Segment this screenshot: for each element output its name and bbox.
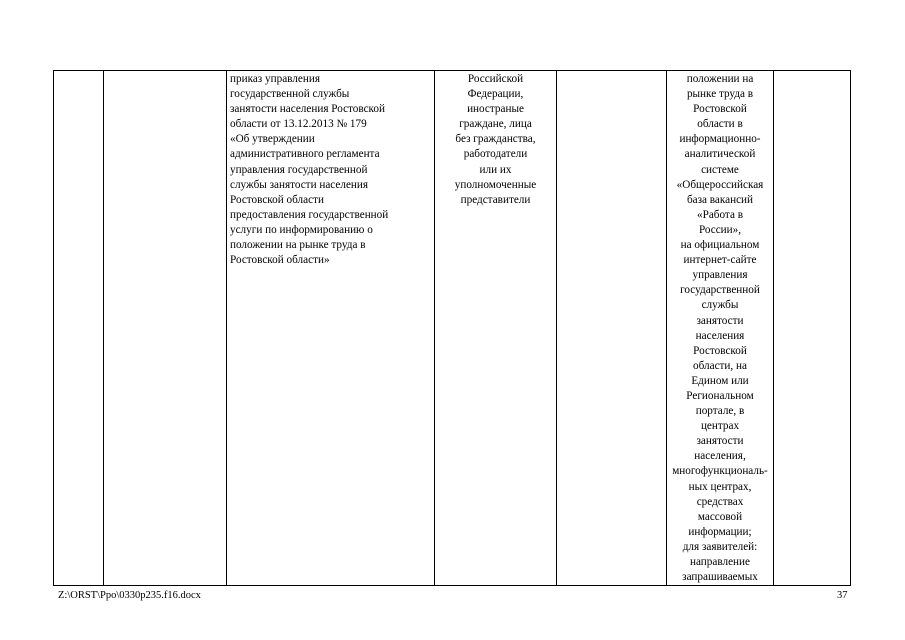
table-row — [54, 71, 851, 586]
table-cell-applicants — [435, 71, 557, 586]
table-cell-information-channels — [667, 71, 774, 586]
table-cell-legal-basis — [227, 71, 435, 586]
table-cell-7 — [774, 71, 851, 586]
footer-file-path: Z:\ORST\Ppo\0330p235.f16.docx — [58, 590, 201, 601]
cell-text-legal-basis: приказ управления государственной службы занятости населения Ростовской области от 13.12.2013 № 179 «Об утверждении административного регламента управления государственной службы занятости населения Ростовской области предоставления государственной услуги по информированию о положении на рынке труда в Ростовской области» — [230, 73, 389, 267]
table-cell-2 — [104, 71, 227, 586]
page-number: 37 — [837, 590, 848, 601]
table-cell-1 — [54, 71, 104, 586]
table-cell-5 — [557, 71, 667, 586]
document-table — [53, 70, 851, 586]
cell-text-information-channels: положении на рынке труда в Ростовской области в информационно- аналитической системе «Общероссийская база вакансий «Работа в России», на официальном интернет-сайте управления государственной службы занятости населения Ростовской области, на Едином или Региональном портале, в центрах занятости населения, многофункциональ- ных центрах, средствах массовой информации; для заявителей: направление запрашиваемых — [672, 73, 768, 584]
cell-text-applicants: Российской Федерации, иностраные граждане, лица без гражданства, работодатели или их уполномоченные представители — [454, 73, 537, 206]
